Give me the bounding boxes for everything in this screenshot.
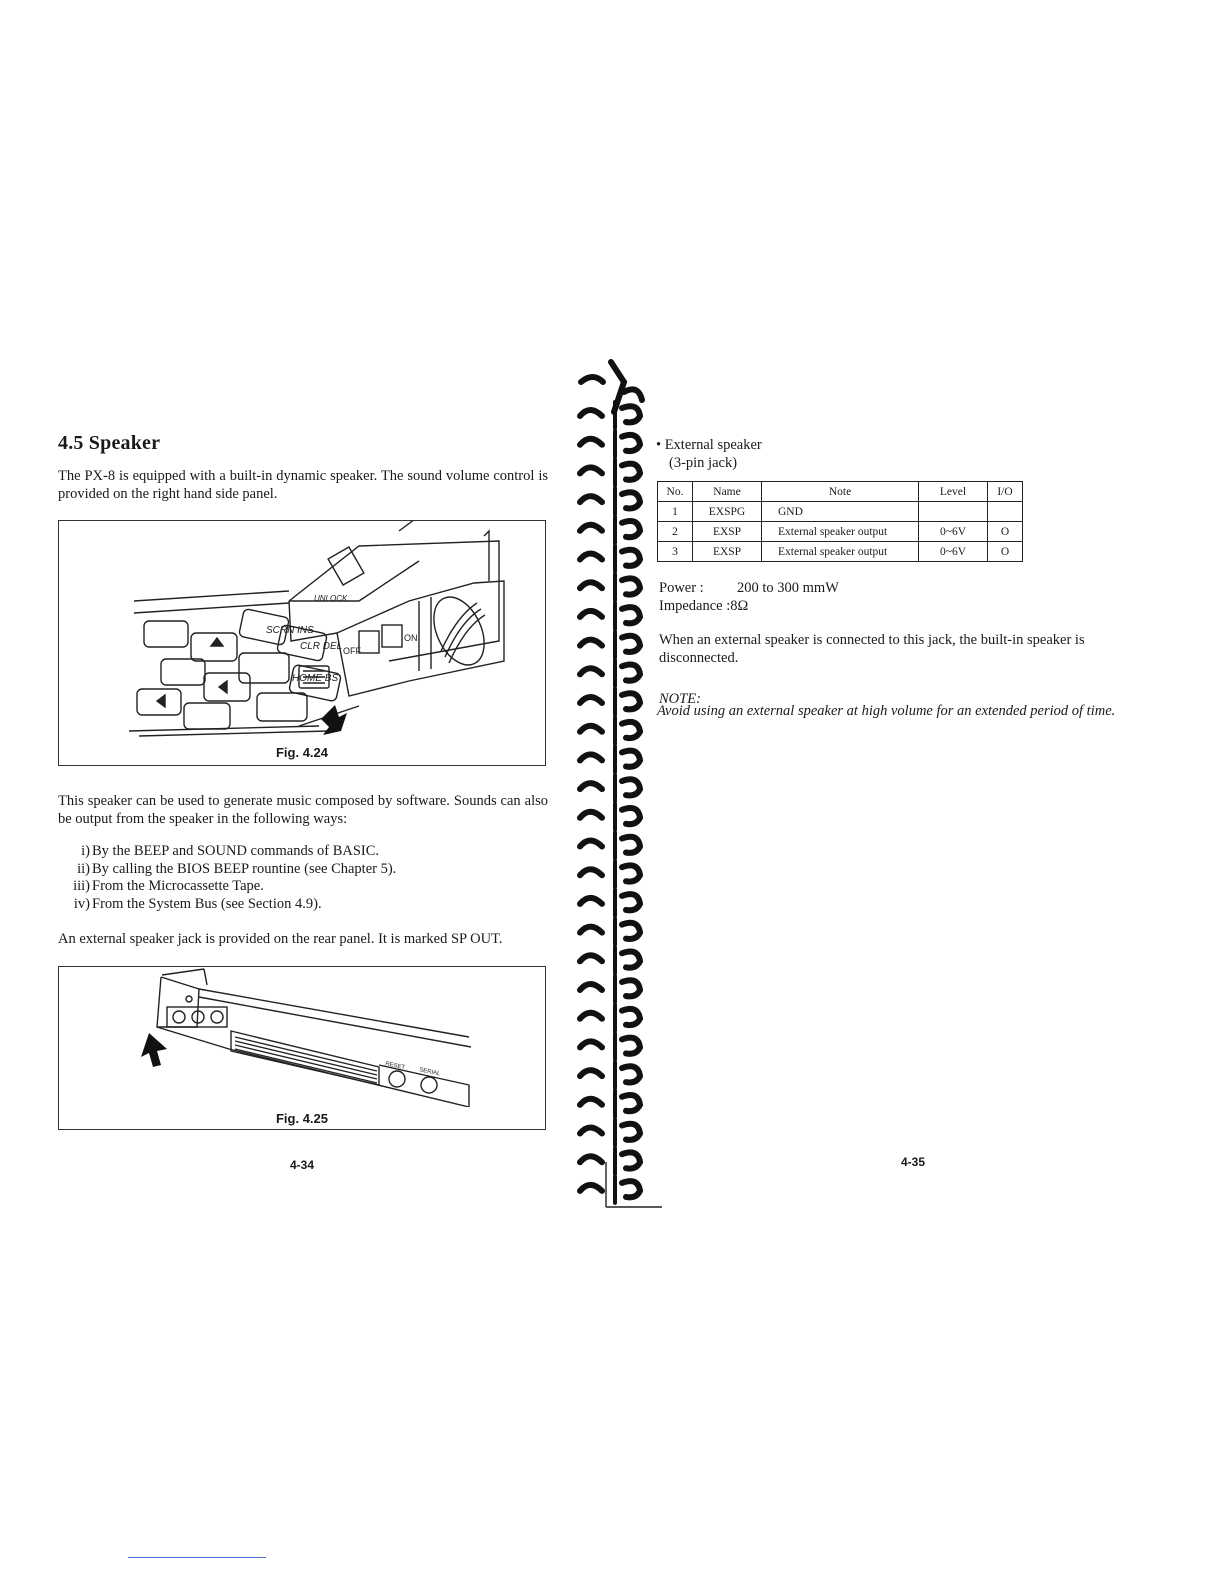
binding-coil <box>580 640 602 646</box>
binding-loop <box>622 636 640 652</box>
binding-coil <box>580 467 602 473</box>
list-item: iii) From the Microcassette Tape. <box>73 878 264 894</box>
binding-coil <box>580 496 602 502</box>
binding-coil <box>580 869 602 875</box>
table-row: 1 EXSPG GND <box>658 502 1023 522</box>
binding-loop <box>622 464 640 480</box>
binding-loop <box>622 894 640 910</box>
binding-loop <box>622 435 640 451</box>
intro-paragraph: The PX-8 is equipped with a built-in dynamic speaker. The sound volume control is provided on the right hand side panel. <box>58 468 548 502</box>
external-speaker-heading <box>656 436 762 472</box>
binding-coil <box>580 927 602 933</box>
figure-4-24 <box>58 520 546 766</box>
serial-label: SERIAL <box>418 1067 441 1078</box>
pin-table <box>657 481 1023 562</box>
binding-loop <box>622 751 640 767</box>
impedance-line: Impedance :8Ω <box>659 598 749 614</box>
bullet-subtitle: (3-pin jack) <box>669 455 738 471</box>
note-heading: NOTE: <box>659 691 701 707</box>
binding-loop <box>622 952 640 968</box>
binding-coil <box>580 726 602 732</box>
output-ways-list <box>58 843 478 913</box>
list-item: iv) From the System Bus (see Section 4.9). <box>73 895 322 912</box>
figure-4-25 <box>58 966 546 1130</box>
binding-loop <box>622 1038 640 1054</box>
binding-loop <box>622 1009 640 1025</box>
binding-loop <box>622 865 640 881</box>
spiral-binding <box>566 352 666 1212</box>
binding-coil <box>580 611 602 617</box>
table-header-row <box>658 482 1023 502</box>
binding-loop <box>622 665 640 681</box>
binding-loop <box>622 808 640 824</box>
binding-coil <box>580 1185 602 1191</box>
jack-note-paragraph: When an external speaker is connected to this jack, the built-in speaker is disconnected. <box>659 632 1085 666</box>
col-no: No. <box>658 482 693 502</box>
col-level: Level <box>919 482 988 502</box>
binding-coil <box>580 754 602 760</box>
switch-label-off: OFF <box>343 646 361 656</box>
binding-loop <box>622 722 640 738</box>
power-line: Power : 200 to 300 mmW <box>659 580 839 596</box>
table-row: 2 EXSP External speaker output 0~6V O <box>658 522 1023 542</box>
figure-4-25-caption: Fig. 4.25 <box>275 1111 329 1126</box>
table-row: 3 EXSP External speaker output 0~6V O <box>658 542 1023 562</box>
binding-coil <box>580 898 602 904</box>
col-io: I/O <box>988 482 1023 502</box>
binding-loop <box>622 1181 640 1197</box>
col-note: Note <box>762 482 919 502</box>
binding-coil <box>580 1041 602 1047</box>
bullet-title: • External speaker <box>656 437 762 453</box>
binding-loop <box>622 1095 640 1111</box>
binding-coil <box>580 554 602 560</box>
key-label-scrn-ins: SCRN INS <box>266 625 314 636</box>
binding-loop <box>622 521 640 537</box>
footer-line <box>128 1557 266 1558</box>
binding-coil <box>580 1128 602 1134</box>
speaker-usage-paragraph: This speaker can be used to generate music composed by software. Sounds can also be output from the speaker in the following ways: <box>58 793 548 827</box>
binding-loop <box>622 607 640 623</box>
speaker-specs <box>659 579 839 615</box>
reset-label: RESET <box>384 1061 406 1072</box>
binding-loop <box>622 406 640 422</box>
key-label-home-bs: HOME BS <box>292 673 339 684</box>
binding-loop <box>622 1152 640 1168</box>
binding-loop <box>622 837 640 853</box>
unlock-label: UNLOCK <box>314 594 348 603</box>
binding-coil <box>580 1070 602 1076</box>
col-name: Name <box>693 482 762 502</box>
binding-coil <box>580 812 602 818</box>
binding-loop <box>622 550 640 566</box>
binding-coil <box>580 582 602 588</box>
binding-coil <box>580 439 602 445</box>
binding-coil <box>580 955 602 961</box>
keyboard-side-panel-illustration <box>59 521 545 741</box>
jack-location-paragraph: An external speaker jack is provided on the rear panel. It is marked SP OUT. <box>58 931 503 947</box>
binding-loop <box>622 923 640 939</box>
note-body: Avoid using an external speaker at high volume for an extended period of time. <box>657 703 1116 719</box>
binding-loop <box>622 492 640 508</box>
binding-loop <box>622 1066 640 1082</box>
binding-coil <box>580 841 602 847</box>
binding-loop <box>622 578 640 594</box>
rear-panel-illustration <box>59 967 545 1107</box>
list-item: ii) By calling the BIOS BEEP rountine (see Chapter 5). <box>77 860 397 877</box>
binding-loop <box>622 779 640 795</box>
binding-coil <box>580 984 602 990</box>
section-title: 4.5 Speaker <box>58 432 161 454</box>
key-label-clr-del: CLR DEL <box>300 641 343 652</box>
binding-coil <box>580 1156 602 1162</box>
binding-loop <box>622 1124 640 1140</box>
binding-loop <box>622 980 640 996</box>
binding-coil <box>580 1099 602 1105</box>
binding-loop <box>622 693 640 709</box>
figure-4-24-caption: Fig. 4.24 <box>275 745 329 760</box>
page-number-right: 4-35 <box>901 1155 926 1169</box>
page-number-left: 4-34 <box>290 1158 315 1172</box>
binding-coil <box>580 1013 602 1019</box>
binding-coil <box>580 783 602 789</box>
binding-coil <box>580 697 602 703</box>
binding-coil <box>580 668 602 674</box>
list-item: i) By the BEEP and SOUND commands of BASIC. <box>81 843 380 859</box>
binding-coil <box>580 410 602 416</box>
binding-coil <box>580 525 602 531</box>
switch-label-on: ON <box>404 633 418 643</box>
